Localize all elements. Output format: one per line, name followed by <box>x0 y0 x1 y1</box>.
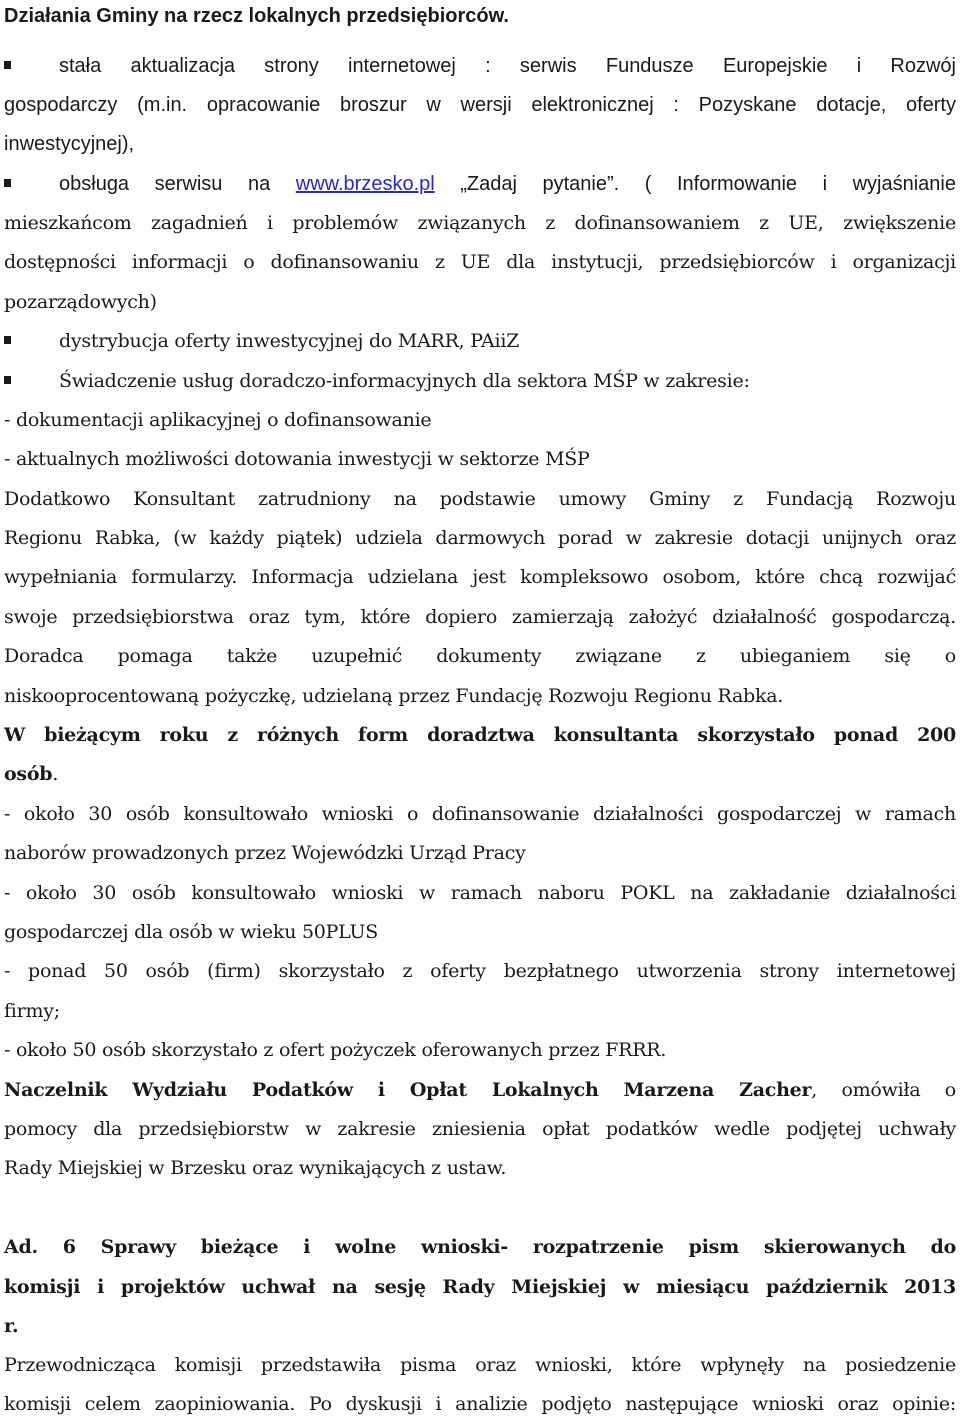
paragraph-line: komisji celem zaopiniowania. Po dyskusji i analizie podjęto następujące wnioski oraz opinie: <box>4 1393 956 1415</box>
bold-text: Naczelnik Wydziału Podatków i Opłat Lokalnych Marzena Zacher <box>4 1079 812 1101</box>
bold-text: osób <box>4 763 53 785</box>
paragraph-line: Regionu Rabka, (w każdy piątek) udziela darmowych porad w zakresie dotacji unijnych oraz <box>4 527 956 549</box>
bullet-text: Świadczenie usług doradczo-informacyjnych dla sektora MŚP w zakresie: <box>59 370 750 392</box>
bullet-continuation: pozarządowych) <box>4 291 157 313</box>
stats-line: gospodarczej dla osób w wieku 50PLUS <box>4 921 379 943</box>
bullet-continuation: dostępności informacji o dofinansowaniu z UE dla instytucji, przedsiębiorców i organizacji <box>4 251 956 273</box>
square-bullet-icon <box>4 179 11 187</box>
bullet-text: stała aktualizacja strony internetowej : serwis Fundusze Europejskie i Rozwój <box>59 55 956 77</box>
paragraph-line: Doradca pomaga także uzupełnić dokumenty związane z ubieganiem się o <box>4 645 956 667</box>
bold-summary-line: W bieżącym roku z różnych form doradztwa konsultanta skorzystało ponad 200 <box>4 724 956 746</box>
text-end: . <box>52 763 59 785</box>
bullet-continuation: inwestycyjnej), <box>4 133 135 155</box>
bullet-continuation: gospodarczy (m.in. opracowanie broszur w wersji elektronicznej : Pozyskane dotacje, oferty <box>4 94 956 116</box>
bullet-text: dystrybucja oferty inwestycyjnej do MARR, PAiiZ <box>59 330 520 352</box>
sub-list-item: - dokumentacji aplikacyjnej o dofinansowanie <box>4 409 432 431</box>
paragraph-text: , omówiła o <box>811 1079 956 1101</box>
agenda-heading: Ad. 6 Sprawy bieżące i wolne wnioski- rozpatrzenie pism skierowanych do <box>4 1236 956 1258</box>
paragraph-line: Przewodnicząca komisji przedstawiła pisma oraz wnioski, które wpłynęły na posiedzenie <box>4 1354 956 1376</box>
bullet-text: obsługa serwisu na <box>59 173 296 195</box>
stats-line: - około 50 osób skorzystało z ofert pożyczek oferowanych przez FRRR. <box>4 1039 667 1061</box>
stats-line: - około 30 osób konsultowało wnioski o dofinansowanie działalności gospodarczej w ramach <box>4 803 956 825</box>
agenda-heading: komisji i projektów uchwał na sesję Rady Miejskiej w miesiącu październik 2013 <box>4 1276 956 1298</box>
paragraph-line: pomocy dla przedsiębiorstw w zakresie zniesienia opłat podatków wedle podjętej uchwały <box>4 1118 956 1140</box>
stats-line: - około 30 osób konsultowało wnioski w ramach naboru POKL na zakładanie działalności <box>4 882 956 904</box>
bullet-item-advisory <box>4 368 956 394</box>
paragraph-line: Dodatkowo Konsultant zatrudniony na podstawie umowy Gminy z Fundacją Rozwoju <box>4 488 956 510</box>
stats-line: firmy; <box>4 1000 60 1022</box>
square-bullet-icon <box>4 336 11 344</box>
paragraph-line: swoje przedsiębiorstwa oraz tym, które dopiero zamierzają założyć działalność gospodarczą. <box>4 606 956 628</box>
bullet-continuation: mieszkańcom zagadnień i problemów związanych z dofinansowaniem z UE, zwiększenie <box>4 212 956 234</box>
bullet-item-distribution <box>4 328 956 354</box>
paragraph-line <box>4 1077 956 1103</box>
square-bullet-icon <box>4 61 11 69</box>
bullet-item-service <box>4 171 956 197</box>
agenda-heading: r. <box>4 1315 19 1337</box>
stats-line: naborów prowadzonych przez Wojewódzki Urząd Pracy <box>4 842 526 864</box>
paragraph-line: Rady Miejskiej w Brzesku oraz wynikających z ustaw. <box>4 1157 507 1179</box>
bullet-text: „Zadaj pytanie”. ( Informowanie i wyjaśnianie <box>434 173 956 195</box>
bullet-item-website <box>4 53 956 79</box>
website-link[interactable]: www.brzesko.pl <box>295 173 435 195</box>
bold-summary-line <box>4 761 956 787</box>
paragraph-line: wypełniania formularzy. Informacja udzielana jest kompleksowo osobom, które chcą rozwijać <box>4 566 956 588</box>
square-bullet-icon <box>4 376 11 384</box>
stats-line: - ponad 50 osób (firm) skorzystało z oferty bezpłatnego utworzenia strony internetowej <box>4 960 956 982</box>
section-heading: Działania Gminy na rzecz lokalnych przedsiębiorców. <box>4 5 509 27</box>
sub-list-item: - aktualnych możliwości dotowania inwestycji w sektorze MŚP <box>4 448 590 470</box>
paragraph-line: niskooprocentowaną pożyczkę, udzielaną przez Fundację Rozwoju Regionu Rabka. <box>4 685 784 707</box>
